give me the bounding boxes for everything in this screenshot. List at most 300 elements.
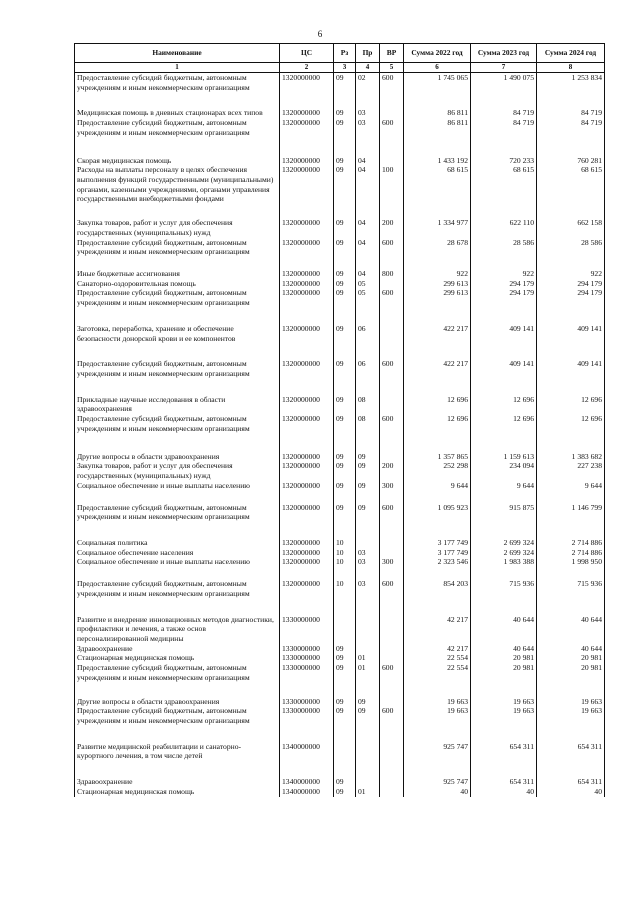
row-sum-2024: 715 936 [537, 579, 605, 598]
spacer-cell [404, 92, 471, 108]
row-sum-2024: 84 719 [537, 118, 605, 137]
row-sum-2024: 654 311 [537, 777, 605, 787]
row-vr: 600 [380, 663, 404, 682]
row-rz [334, 742, 356, 761]
row-sum-2022: 40 [404, 787, 471, 797]
row-cs: 1320000000 [280, 557, 334, 567]
row-sum-2024: 294 179 [537, 279, 605, 289]
row-name: Расходы на выплаты персоналу в целях обеспечения выполнения функций государственными (муниципальными) органами, казенными учреждениями, органами управления государственными внебюджетными фондами [75, 165, 280, 204]
spacer-cell [334, 491, 356, 503]
row-name: Предоставление субсидий бюджетным, автономным учреждениям и иным некоммерческим организациям [75, 579, 280, 598]
spacer-cell [471, 761, 537, 777]
spacer-cell [471, 257, 537, 269]
row-pr: 05 [356, 288, 380, 307]
row-sum-2023: 12 696 [471, 395, 537, 414]
row-sum-2022: 925 747 [404, 742, 471, 761]
spacer-cell [471, 343, 537, 359]
row-rz: 10 [334, 579, 356, 598]
table-row [75, 663, 605, 682]
row-name: Здравоохранение [75, 644, 280, 654]
row-sum-2023: 40 [471, 787, 537, 797]
spacer-cell [280, 599, 334, 615]
table-row [75, 156, 605, 166]
table-row [75, 503, 605, 522]
row-sum-2022: 19 663 [404, 706, 471, 725]
row-name: Развитие и внедрение инновационных методов диагностики, профилактики и лечения, а также основ персонализированной медицины [75, 615, 280, 644]
table-body [75, 72, 605, 796]
spacer-cell [404, 379, 471, 395]
row-sum-2023: 40 644 [471, 644, 537, 654]
row-name: Социальное обеспечение и иные выплаты населению [75, 557, 280, 567]
spacer-cell [75, 683, 280, 697]
row-spacer [75, 491, 605, 503]
row-name: Социальное обеспечение и иные выплаты населению [75, 481, 280, 491]
row-vr: 100 [380, 165, 404, 204]
row-sum-2022: 1 334 977 [404, 218, 471, 237]
row-sum-2024: 28 586 [537, 238, 605, 257]
row-sum-2022: 299 613 [404, 279, 471, 289]
table-row [75, 288, 605, 307]
spacer-cell [334, 726, 356, 742]
spacer-cell [334, 761, 356, 777]
row-sum-2023: 84 719 [471, 108, 537, 118]
row-name: Прикладные научные исследования в области здравоохранения [75, 395, 280, 414]
spacer-cell [471, 683, 537, 697]
table-row [75, 218, 605, 237]
row-pr: 01 [356, 653, 380, 663]
row-sum-2023: 19 663 [471, 706, 537, 725]
spacer-cell [380, 522, 404, 538]
row-rz: 09 [334, 461, 356, 480]
row-pr: 06 [356, 324, 380, 343]
row-pr: 08 [356, 395, 380, 414]
spacer-cell [471, 599, 537, 615]
spacer-cell [380, 599, 404, 615]
row-pr: 06 [356, 359, 380, 378]
row-spacer [75, 726, 605, 742]
row-pr: 05 [356, 279, 380, 289]
table-row [75, 359, 605, 378]
table-row [75, 108, 605, 118]
spacer-cell [471, 204, 537, 218]
row-rz: 09 [334, 787, 356, 797]
spacer-cell [380, 379, 404, 395]
row-pr [356, 538, 380, 548]
spacer-cell [280, 567, 334, 579]
row-name: Медицинская помощь в дневных стационарах всех типов [75, 108, 280, 118]
spacer-cell [75, 204, 280, 218]
row-pr [356, 742, 380, 761]
row-name: Закупка товаров, работ и услуг для обеспечения государственных (муниципальных) нужд [75, 461, 280, 480]
table-header [75, 44, 605, 73]
row-cs: 1320000000 [280, 238, 334, 257]
spacer-cell [356, 522, 380, 538]
row-sum-2024: 40 [537, 787, 605, 797]
row-sum-2024: 12 696 [537, 414, 605, 433]
spacer-cell [280, 491, 334, 503]
spacer-cell [356, 138, 380, 156]
row-sum-2024: 1 383 682 [537, 452, 605, 462]
spacer-cell [537, 683, 605, 697]
row-vr [380, 548, 404, 558]
row-pr: 01 [356, 663, 380, 682]
row-sum-2023: 294 179 [471, 288, 537, 307]
row-sum-2022: 86 811 [404, 118, 471, 137]
row-vr [380, 324, 404, 343]
spacer-cell [404, 138, 471, 156]
row-sum-2023: 409 141 [471, 359, 537, 378]
row-vr: 600 [380, 579, 404, 598]
row-sum-2022: 86 811 [404, 108, 471, 118]
table-row [75, 414, 605, 433]
row-sum-2024: 9 644 [537, 481, 605, 491]
table-row [75, 72, 605, 92]
header-name: Наименование [75, 44, 280, 63]
row-vr [380, 697, 404, 707]
header-sum-2023: Сумма 2023 год [471, 44, 537, 63]
row-sum-2023: 40 644 [471, 615, 537, 644]
row-sum-2024: 20 981 [537, 663, 605, 682]
row-pr: 09 [356, 461, 380, 480]
row-sum-2023: 915 875 [471, 503, 537, 522]
row-vr [380, 395, 404, 414]
row-vr [380, 615, 404, 644]
header-number-8: 8 [537, 63, 605, 73]
row-cs: 1320000000 [280, 579, 334, 598]
header-sum-2024: Сумма 2024 год [537, 44, 605, 63]
table-row [75, 165, 605, 204]
row-sum-2024: 1 253 834 [537, 72, 605, 92]
spacer-cell [537, 257, 605, 269]
row-cs: 1320000000 [280, 395, 334, 414]
row-cs: 1320000000 [280, 503, 334, 522]
row-sum-2023: 68 615 [471, 165, 537, 204]
row-spacer [75, 138, 605, 156]
row-pr: 09 [356, 481, 380, 491]
spacer-cell [404, 204, 471, 218]
row-pr: 01 [356, 787, 380, 797]
row-pr: 03 [356, 108, 380, 118]
row-cs: 1320000000 [280, 359, 334, 378]
row-pr: 04 [356, 269, 380, 279]
row-sum-2022: 9 644 [404, 481, 471, 491]
row-sum-2022: 252 298 [404, 461, 471, 480]
row-sum-2022: 422 217 [404, 359, 471, 378]
row-name: Заготовка, переработка, хранение и обеспечение безопасности донорской крови и ее компонентов [75, 324, 280, 343]
row-sum-2022: 925 747 [404, 777, 471, 787]
spacer-cell [334, 379, 356, 395]
spacer-cell [334, 567, 356, 579]
row-sum-2022: 3 177 749 [404, 538, 471, 548]
spacer-cell [380, 138, 404, 156]
spacer-cell [356, 308, 380, 324]
row-vr [380, 108, 404, 118]
spacer-cell [75, 379, 280, 395]
row-sum-2024: 1 998 950 [537, 557, 605, 567]
row-rz: 09 [334, 72, 356, 92]
spacer-cell [380, 308, 404, 324]
row-name: Здравоохранение [75, 777, 280, 787]
row-name: Санаторно-оздоровительная помощь [75, 279, 280, 289]
spacer-cell [280, 257, 334, 269]
row-rz: 09 [334, 452, 356, 462]
row-sum-2022: 1 095 923 [404, 503, 471, 522]
spacer-cell [404, 522, 471, 538]
spacer-cell [75, 308, 280, 324]
spacer-cell [380, 683, 404, 697]
row-rz: 09 [334, 324, 356, 343]
row-sum-2022: 1 433 192 [404, 156, 471, 166]
row-sum-2022: 42 217 [404, 644, 471, 654]
table-row [75, 644, 605, 654]
row-pr: 09 [356, 503, 380, 522]
spacer-cell [356, 343, 380, 359]
spacer-cell [334, 434, 356, 452]
spacer-cell [75, 257, 280, 269]
row-spacer [75, 379, 605, 395]
table-row [75, 653, 605, 663]
row-vr: 600 [380, 706, 404, 725]
row-rz: 09 [334, 644, 356, 654]
row-spacer [75, 599, 605, 615]
row-sum-2024: 19 663 [537, 706, 605, 725]
row-name: Предоставление субсидий бюджетным, автономным учреждениям и иным некоммерческим организациям [75, 238, 280, 257]
row-vr: 200 [380, 218, 404, 237]
row-sum-2022: 28 678 [404, 238, 471, 257]
spacer-cell [356, 761, 380, 777]
table-row [75, 452, 605, 462]
row-name: Предоставление субсидий бюджетным, автономным учреждениям и иным некоммерческим организациям [75, 118, 280, 137]
spacer-cell [334, 599, 356, 615]
spacer-cell [334, 257, 356, 269]
row-rz: 09 [334, 238, 356, 257]
row-vr [380, 279, 404, 289]
row-sum-2024: 40 644 [537, 615, 605, 644]
header-rz: Рз [334, 44, 356, 63]
spacer-cell [334, 522, 356, 538]
row-sum-2024: 2 714 886 [537, 538, 605, 548]
row-rz: 09 [334, 706, 356, 725]
spacer-cell [280, 761, 334, 777]
spacer-cell [537, 379, 605, 395]
spacer-cell [334, 204, 356, 218]
row-sum-2023: 715 936 [471, 579, 537, 598]
row-cs: 1320000000 [280, 269, 334, 279]
spacer-cell [471, 308, 537, 324]
row-sum-2024: 68 615 [537, 165, 605, 204]
spacer-cell [380, 434, 404, 452]
row-vr [380, 787, 404, 797]
row-rz: 09 [334, 156, 356, 166]
spacer-cell [471, 138, 537, 156]
spacer-cell [334, 343, 356, 359]
row-rz: 09 [334, 503, 356, 522]
spacer-cell [404, 434, 471, 452]
spacer-cell [380, 726, 404, 742]
spacer-cell [404, 257, 471, 269]
spacer-cell [537, 138, 605, 156]
row-cs: 1340000000 [280, 742, 334, 761]
spacer-cell [334, 138, 356, 156]
row-vr: 600 [380, 414, 404, 433]
row-pr [356, 777, 380, 787]
header-number-5: 5 [380, 63, 404, 73]
row-name: Предоставление субсидий бюджетным, автономным учреждениям и иным некоммерческим организациям [75, 72, 280, 92]
row-spacer [75, 343, 605, 359]
spacer-cell [356, 92, 380, 108]
row-sum-2022: 422 217 [404, 324, 471, 343]
row-name: Предоставление субсидий бюджетным, автономным учреждениям и иным некоммерческим организациям [75, 359, 280, 378]
row-sum-2022: 22 554 [404, 663, 471, 682]
spacer-cell [537, 599, 605, 615]
spacer-cell [280, 343, 334, 359]
row-name: Закупка товаров, работ и услуг для обеспечения государственных (муниципальных) нужд [75, 218, 280, 237]
spacer-cell [75, 343, 280, 359]
spacer-cell [471, 491, 537, 503]
row-spacer [75, 308, 605, 324]
table-row [75, 706, 605, 725]
spacer-cell [380, 567, 404, 579]
spacer-cell [75, 92, 280, 108]
table-row [75, 615, 605, 644]
row-name: Стационарная медицинская помощь [75, 653, 280, 663]
row-rz: 09 [334, 108, 356, 118]
spacer-cell [404, 683, 471, 697]
row-sum-2023: 1 159 613 [471, 452, 537, 462]
row-sum-2022: 19 663 [404, 697, 471, 707]
row-sum-2023: 9 644 [471, 481, 537, 491]
spacer-cell [280, 204, 334, 218]
row-rz: 09 [334, 395, 356, 414]
spacer-cell [537, 567, 605, 579]
spacer-cell [334, 92, 356, 108]
row-sum-2024: 227 238 [537, 461, 605, 480]
spacer-cell [280, 308, 334, 324]
row-sum-2023: 622 110 [471, 218, 537, 237]
row-cs: 1330000000 [280, 706, 334, 725]
spacer-cell [537, 204, 605, 218]
row-vr: 600 [380, 288, 404, 307]
row-spacer [75, 683, 605, 697]
spacer-cell [75, 522, 280, 538]
row-rz [334, 615, 356, 644]
row-name: Другие вопросы в области здравоохранения [75, 697, 280, 707]
row-sum-2022: 854 203 [404, 579, 471, 598]
spacer-cell [471, 522, 537, 538]
spacer-cell [380, 204, 404, 218]
spacer-cell [537, 308, 605, 324]
row-sum-2023: 12 696 [471, 414, 537, 433]
row-pr: 03 [356, 557, 380, 567]
row-cs: 1320000000 [280, 165, 334, 204]
table-row [75, 279, 605, 289]
table-row [75, 461, 605, 480]
budget-table [74, 43, 605, 797]
spacer-cell [75, 599, 280, 615]
row-spacer [75, 522, 605, 538]
row-pr [356, 615, 380, 644]
row-spacer [75, 434, 605, 452]
table-row [75, 777, 605, 787]
row-cs: 1320000000 [280, 538, 334, 548]
row-sum-2023: 654 311 [471, 777, 537, 787]
row-sum-2022: 12 696 [404, 414, 471, 433]
spacer-cell [380, 343, 404, 359]
row-rz: 09 [334, 279, 356, 289]
row-rz: 09 [334, 165, 356, 204]
row-pr: 03 [356, 118, 380, 137]
row-vr [380, 644, 404, 654]
row-rz: 09 [334, 481, 356, 491]
spacer-cell [537, 92, 605, 108]
row-vr [380, 452, 404, 462]
row-pr: 04 [356, 156, 380, 166]
header-number-1: 1 [75, 63, 280, 73]
spacer-cell [280, 138, 334, 156]
row-cs: 1330000000 [280, 653, 334, 663]
row-name: Социальная политика [75, 538, 280, 548]
spacer-cell [380, 92, 404, 108]
row-vr: 300 [380, 481, 404, 491]
spacer-cell [356, 599, 380, 615]
row-sum-2023: 84 719 [471, 118, 537, 137]
row-sum-2022: 42 217 [404, 615, 471, 644]
spacer-cell [356, 726, 380, 742]
row-cs: 1320000000 [280, 548, 334, 558]
row-cs: 1320000000 [280, 108, 334, 118]
row-cs: 1320000000 [280, 324, 334, 343]
row-cs: 1340000000 [280, 777, 334, 787]
spacer-cell [404, 567, 471, 579]
row-vr: 600 [380, 238, 404, 257]
row-sum-2023: 20 981 [471, 653, 537, 663]
row-name: Предоставление субсидий бюджетным, автономным учреждениям и иным некоммерческим организациям [75, 414, 280, 433]
row-spacer [75, 92, 605, 108]
row-vr [380, 777, 404, 787]
spacer-cell [537, 726, 605, 742]
row-rz: 09 [334, 697, 356, 707]
table-row [75, 557, 605, 567]
spacer-cell [404, 491, 471, 503]
row-rz: 09 [334, 414, 356, 433]
row-sum-2022: 922 [404, 269, 471, 279]
spacer-cell [356, 379, 380, 395]
spacer-cell [75, 761, 280, 777]
row-name: Развитие медицинской реабилитации и санаторно-курортного лечения, в том числе детей [75, 742, 280, 761]
row-cs: 1340000000 [280, 787, 334, 797]
row-sum-2024: 654 311 [537, 742, 605, 761]
row-cs: 1320000000 [280, 218, 334, 237]
row-sum-2023: 409 141 [471, 324, 537, 343]
spacer-cell [356, 204, 380, 218]
header-vr: ВР [380, 44, 404, 63]
spacer-cell [356, 491, 380, 503]
spacer-cell [404, 308, 471, 324]
row-sum-2024: 294 179 [537, 288, 605, 307]
row-cs: 1320000000 [280, 118, 334, 137]
row-sum-2023: 1 490 075 [471, 72, 537, 92]
row-sum-2022: 299 613 [404, 288, 471, 307]
row-name: Социальное обеспечение населения [75, 548, 280, 558]
header-cs: ЦС [280, 44, 334, 63]
table-row [75, 238, 605, 257]
row-vr: 600 [380, 359, 404, 378]
spacer-cell [75, 726, 280, 742]
page-number: 6 [317, 29, 323, 39]
row-rz: 10 [334, 548, 356, 558]
row-cs: 1320000000 [280, 481, 334, 491]
row-name: Скорая медицинская помощь [75, 156, 280, 166]
